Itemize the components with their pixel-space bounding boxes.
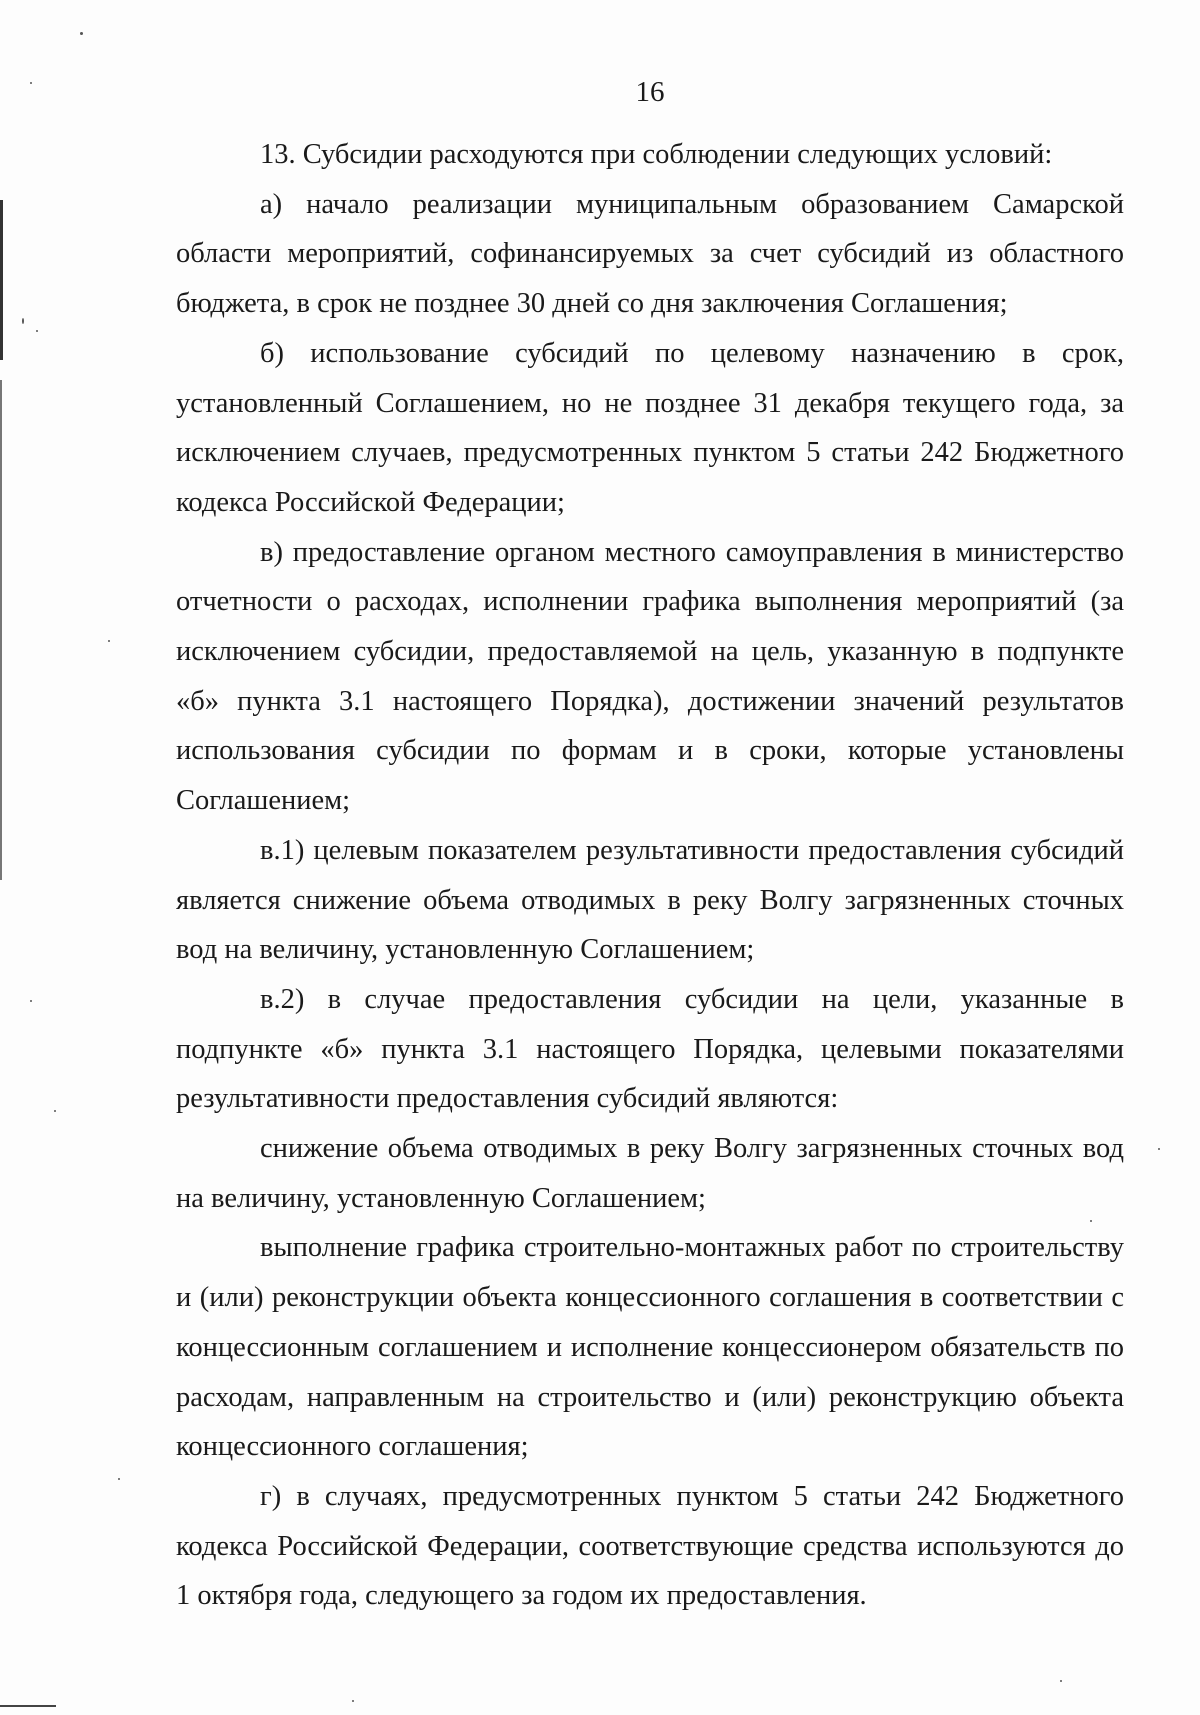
paragraph-v2-item-1: снижение объема отводимых в реку Волгу загрязненных сточных вод на величину, установленную Соглашением; — [176, 1133, 1124, 1214]
paragraph-b: б) использование субсидий по целевому назначению в срок, установленный Соглашением, но не позднее 31 декабря текущего года, за исключением случаев, предусмотренных пунктом 5 статьи 242 Бюджетного кодекса Российской Федерации; — [176, 337, 1124, 518]
scan-speck — [36, 330, 38, 332]
scan-edge-line — [0, 200, 3, 360]
paragraph-13: 13. Субсидии расходуются при соблюдении следующих условий: — [260, 139, 1053, 170]
paragraph-g: г) в случаях, предусмотренных пунктом 5 статьи 242 Бюджетного кодекса Российской Федерации, соответствующие средства используются до 1 октября года, следующего за годом их предоставления. — [176, 1480, 1124, 1612]
scan-speck — [118, 1478, 120, 1480]
paragraph-v2: в.2) в случае предоставления субсидии на цели, указанные в подпункте «б» пункта 3.1 настоящего Порядка, целевыми показателями результативности предоставления субсидий являются: — [176, 983, 1124, 1115]
paragraph-v: в) предоставление органом местного самоуправления в министерство отчетности о расходах, исполнении графика выполнения мероприятий (за исключением субсидии, предоставляемой на цель, указанную в подпункте «б» пункта 3.1 настоящего Порядка), достижении значений результатов использования субсидии по формам и в сроки, которые установлены Соглашением; — [176, 536, 1124, 817]
scan-speck — [80, 32, 83, 35]
paragraph-v1: в.1) целевым показателем результативности предоставления субсидий является снижение объема отводимых в реку Волгу загрязненных сточных вод на величину, установленную Соглашением; — [176, 834, 1124, 966]
scan-speck — [1060, 1680, 1062, 1682]
scan-speck — [108, 640, 110, 642]
scan-edge-line — [0, 380, 2, 880]
scan-speck — [352, 1700, 354, 1702]
scan-speck — [1158, 1148, 1160, 1150]
scan-speck — [54, 1110, 56, 1112]
scan-speck — [22, 318, 24, 324]
page-number: 16 — [635, 76, 665, 108]
paragraph-a: а) начало реализации муниципальным образованием Самарской области мероприятий, софинансируемых за счет субсидий из областного бюджета, в срок не позднее 30 дней со дня заключения Соглашения; — [176, 188, 1124, 320]
scan-bottom-line — [0, 1705, 56, 1707]
paragraph-v2-item-2: выполнение графика строительно-монтажных работ по строительству и (или) реконструкции объекта концессионного соглашения в соответствии с концессионным соглашением и исполнение концессионером обязательств по расходам, направленным на строительство и (или) реконструкцию объекта концессионного соглашения; — [176, 1232, 1124, 1463]
document-body — [176, 130, 1124, 1621]
scan-speck — [30, 1000, 32, 1002]
